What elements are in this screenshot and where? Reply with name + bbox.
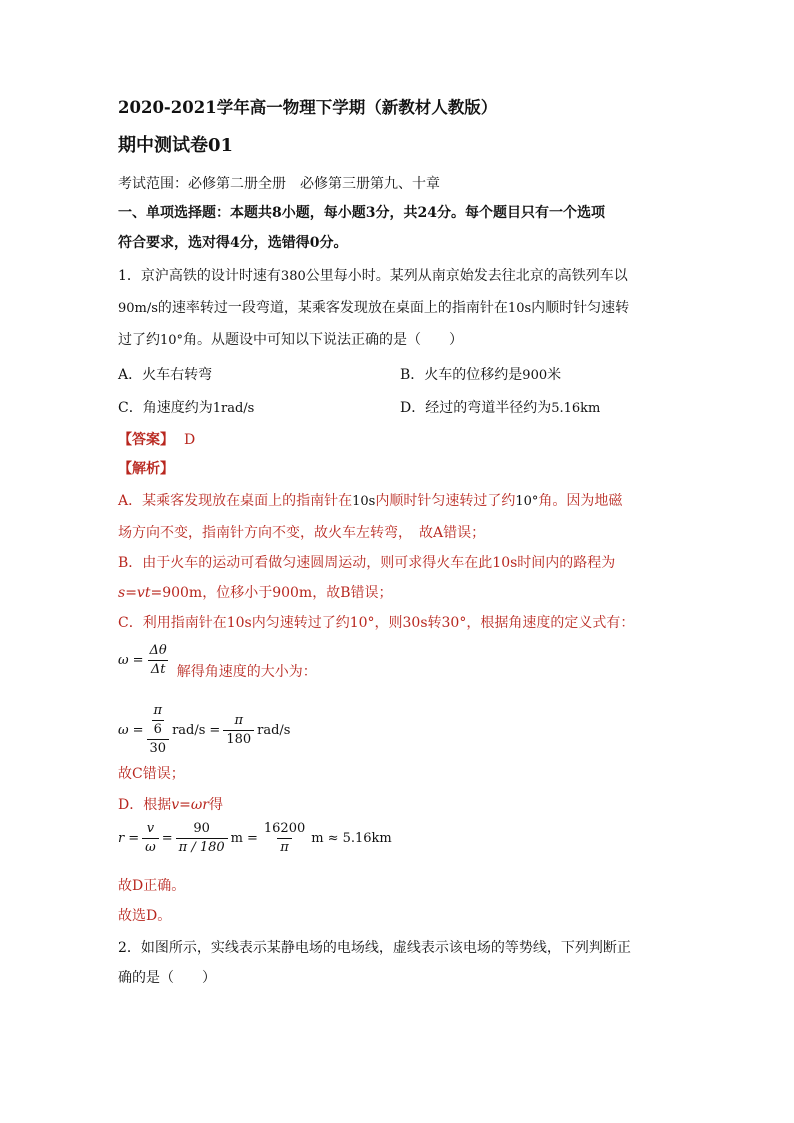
option-c [118, 400, 254, 416]
numerator: Δθ [149, 643, 167, 658]
analysis-var-s: s [118, 585, 126, 601]
answer-value: D [184, 432, 196, 448]
analysis-text: =900m，位移小于900m，故B错误； [150, 585, 393, 601]
q1-speed-value: 380 [280, 269, 306, 284]
analysis-text: 解得角速度的大小为： [176, 663, 317, 680]
equals-sign: = [246, 831, 258, 846]
option-a: A．火车右转弯 [118, 367, 213, 383]
q1-stem-line3 [118, 330, 463, 351]
numerator [149, 702, 167, 739]
analysis-d-conclusion: 故D正确。 [118, 878, 186, 894]
q2-stem-line1: 2．如图所示，实线表示某静电场的电场线，虚线表示该电场的等势线，下列判断正 [118, 940, 631, 956]
q1-text: 公里每小时。某列从南京始发去往北京的高铁列车以 [305, 268, 628, 284]
equals-sign: = [128, 831, 140, 846]
q1-stem-line1 [118, 266, 628, 287]
document-title: 2020-2021学年高一物理下学期（新教材人教版） [118, 98, 498, 117]
denominator: Δt [148, 660, 169, 679]
unit-rads: rad/s [172, 722, 206, 738]
q2-stem-line2: 确的是（ ） [118, 970, 216, 986]
pi-symbol: π [234, 712, 243, 728]
analysis-formula: v=ωr [171, 797, 209, 813]
fraction-dtheta-dt [147, 642, 170, 679]
answer-row [118, 430, 195, 450]
analysis-a-line1 [118, 491, 622, 512]
numerator: v [146, 821, 155, 836]
q1-angle-value: 10° [160, 333, 184, 348]
q1-text: 1．京沪高铁的设计时速有 [118, 268, 281, 284]
option-b-unit: 米 [547, 367, 562, 383]
denominator: π [277, 838, 292, 857]
option-b-text: B．火车的位移约是 [400, 367, 523, 383]
q1-options-row1 [118, 365, 678, 385]
option-c-value: 1rad/s [212, 401, 255, 416]
fraction-pi6-over-30 [147, 702, 170, 758]
q1-options-row2 [118, 398, 678, 419]
analysis-d-line1 [118, 795, 223, 815]
omega-definition-formula [118, 642, 317, 679]
q1-text: 过了约 [118, 332, 160, 348]
equals-sign: = [209, 722, 221, 738]
section-heading-line2: 符合要求，选对得4分，选错得0分。 [118, 235, 348, 251]
omega-value-formula [118, 702, 290, 758]
fraction-v-over-omega [142, 820, 159, 857]
answer-label: 【答案】 [118, 432, 174, 448]
unit-rads: rad/s [257, 722, 291, 738]
analysis-a-line2: 场方向不变，指南针方向不变，故火车左转弯， 故A错误； [118, 525, 486, 541]
omega-symbol: ω [118, 722, 129, 738]
q1-text: 内顺时针匀速转 [531, 300, 630, 316]
analysis-text: D．根据 [118, 797, 172, 813]
equals-sign: = [132, 722, 144, 738]
analysis-angle-value: 10° [515, 494, 539, 509]
option-b [400, 365, 561, 386]
equals-sign: = [132, 653, 144, 668]
analysis-c-conclusion: 故C错误； [118, 766, 185, 782]
analysis-equals: = [125, 585, 137, 601]
analysis-c-line1: C．利用指南针在10s内匀速转过了约10°，则30s转30°，根据角速度的定义式有： [118, 615, 635, 631]
option-d-text: D．经过的弯道半径约为 [400, 400, 552, 416]
radius-formula [118, 820, 392, 857]
omega-symbol: ω [118, 653, 129, 668]
exam-scope: 考试范围：必修第二册全册 必修第三册第九、十章 [118, 176, 440, 192]
denominator: ω [142, 838, 159, 857]
analysis-b-line2 [118, 583, 392, 603]
final-choice: 故选D。 [118, 908, 172, 924]
approx-result: ≈ 5.16km [327, 831, 392, 846]
option-b-value: 900 [522, 368, 548, 383]
fraction-16200-over-pi [261, 820, 308, 857]
denominator: 30 [147, 739, 170, 758]
analysis-text: 角。因为地磁 [538, 493, 623, 509]
inner-denominator: 6 [153, 722, 162, 737]
analysis-label: 【解析】 [118, 461, 174, 477]
option-d [400, 398, 600, 419]
numerator: 90 [193, 821, 210, 836]
option-d-value: 5.16km [551, 401, 601, 416]
analysis-time-value: 10s [352, 494, 376, 509]
fraction-pi-over-180 [223, 712, 254, 749]
q1-text: 角。从题设中可知以下说法正确的是（ ） [183, 332, 464, 348]
pi-symbol: π [153, 703, 163, 718]
q1-stem-line2 [118, 298, 629, 319]
denominator: 180 [223, 730, 254, 749]
q1-rate-value: 90m/s [118, 301, 158, 316]
unit-m: m [230, 831, 243, 846]
unit-m: m [311, 831, 324, 846]
document-subtitle: 期中测试卷01 [118, 135, 234, 156]
denominator: π / 180 [176, 838, 228, 857]
q1-time-value: 10s [507, 301, 532, 316]
option-c-text: C．角速度约为 [118, 400, 213, 416]
section-heading-line1: 一、单项选择题：本题共8小题，每小题3分，共24分。每个题目只有一个选项 [118, 205, 605, 221]
numerator: 16200 [263, 821, 306, 836]
analysis-var-vt: vt [136, 585, 151, 601]
equals-sign: = [161, 831, 173, 846]
analysis-b-line1: B．由于火车的运动可看做匀速圆周运动，则可求得火车在此10s时间内的路程为 [118, 555, 616, 571]
fraction-90-over-pi180 [176, 820, 228, 857]
analysis-text: A．某乘客发现放在桌面上的指南针在 [118, 493, 353, 509]
analysis-text: 得 [208, 797, 223, 813]
q1-text: 的速率转过一段弯道，某乘客发现放在桌面上的指南针在 [157, 300, 508, 316]
var-r: r [118, 831, 125, 846]
analysis-text: 内顺时针匀速转过了约 [375, 493, 516, 509]
